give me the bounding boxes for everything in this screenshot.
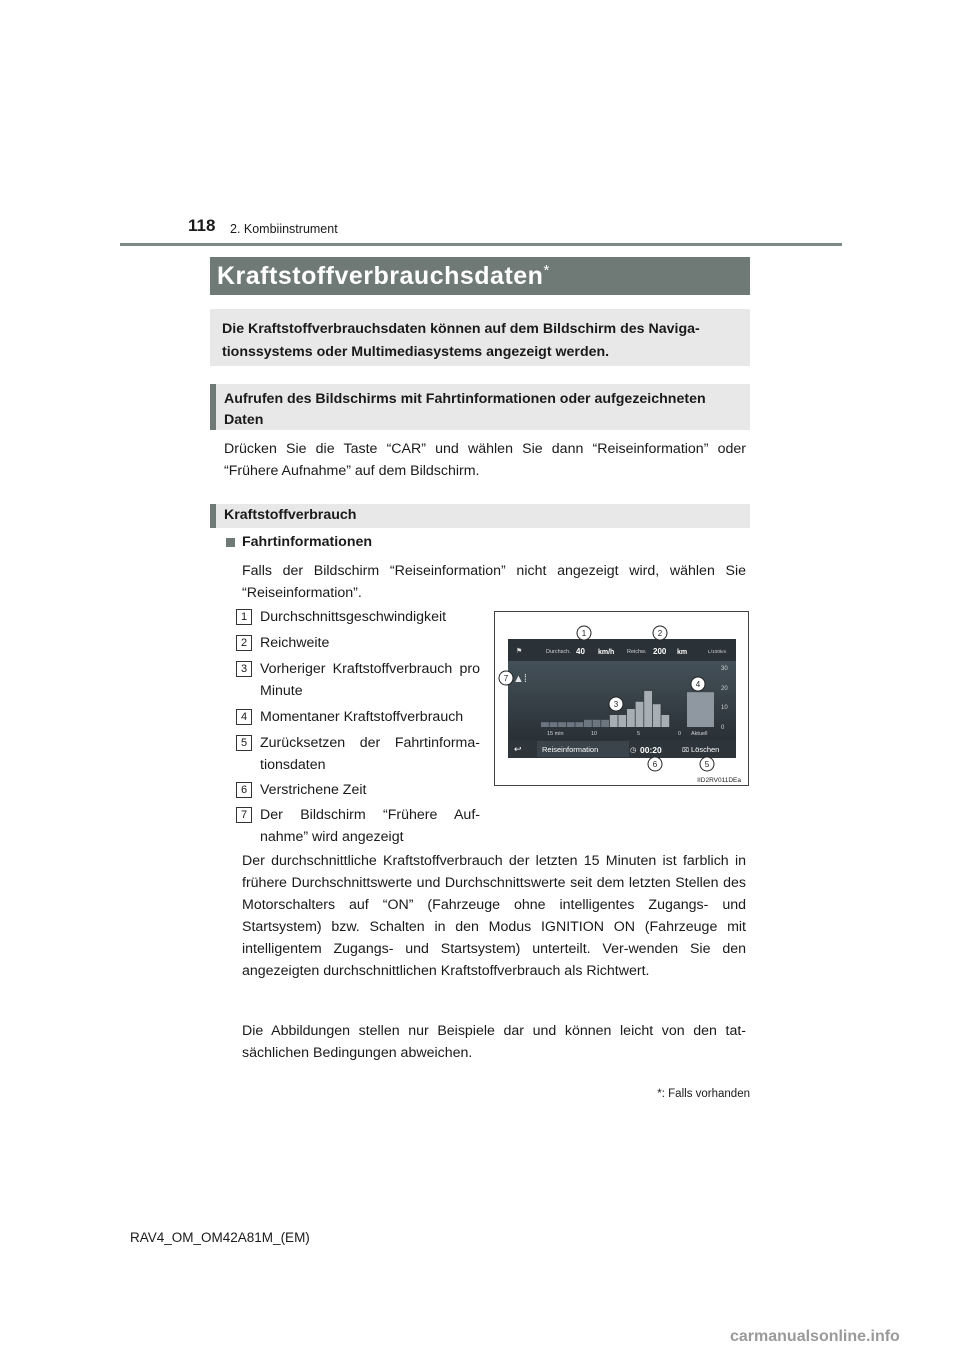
footnote: *: Falls vorhanden: [657, 1088, 750, 1100]
item-number: 1: [236, 609, 252, 625]
callout-number: 2: [657, 629, 663, 638]
consumption-bar: [593, 720, 601, 727]
trip-info-button-label: Reiseinformation: [542, 745, 599, 754]
callout-number: 6: [652, 760, 658, 769]
footer-code: RAV4_OM_OM42A81M_(EM): [130, 1230, 310, 1245]
callout-number: 7: [503, 674, 509, 683]
avg-speed-value: 40: [576, 647, 585, 656]
watermark: carmanualsonline.info: [730, 1328, 900, 1345]
illustration-code: IID2RV011DEa: [697, 777, 741, 784]
callout-number: 3: [613, 700, 619, 709]
item-number: 5: [236, 735, 252, 751]
x-tick: 5: [637, 731, 641, 737]
consumption-bar: [541, 722, 549, 727]
x-tick: 10: [591, 731, 598, 737]
page-number: 118: [188, 216, 216, 235]
x-tick: 15 min: [547, 731, 564, 737]
screen-illustration: [494, 611, 749, 786]
consumption-bar: [558, 722, 566, 727]
consumption-bar: [627, 709, 635, 727]
item-number: 7: [236, 807, 252, 823]
consumption-bar: [575, 722, 583, 727]
header-rule: [120, 243, 842, 246]
consumption-bar: [584, 720, 592, 727]
item-number: 4: [236, 709, 252, 725]
consumption-unit: L/100km: [708, 650, 727, 655]
list-item: Reichweite: [260, 635, 330, 651]
consumption-bar: [644, 691, 652, 727]
list-item: Der Bildschirm “Frühere Auf-nahme” wird angezeigt: [260, 807, 480, 845]
subheading-bullet: [226, 538, 235, 547]
y-tick: 10: [721, 705, 728, 711]
list-item: Momentaner Kraftstoffverbrauch: [260, 709, 464, 725]
consumption-bar: [653, 704, 661, 727]
screen-top-bar: [508, 639, 736, 661]
elapsed-time: 00:20: [640, 745, 662, 755]
y-tick: 30: [721, 666, 728, 672]
consumption-bar: [610, 715, 618, 727]
consumption-bar: [636, 702, 644, 727]
x-tick: 0: [678, 731, 682, 737]
consumption-bar: [618, 715, 626, 727]
subheading: Fahrtinformationen: [242, 534, 373, 550]
list-item: Vorheriger Kraftstoffverbrauch pro Minute: [260, 661, 480, 699]
y-tick: 0: [721, 725, 725, 731]
list-item: Verstrichene Zeit: [260, 782, 367, 798]
section-body: Drücken Sie die Taste “CAR” und wählen Sie dann “Reiseinformation” oder “Frühere Aufnahme” auf dem Bildschirm.: [224, 441, 746, 479]
list-item: Durchschnittsgeschwindigkeit: [260, 609, 447, 625]
section-heading: Aufrufen des Bildschirms mit Fahrtinformationen oder aufgezeichneten Daten: [224, 391, 706, 428]
item-number: 2: [236, 635, 252, 651]
range-unit: km: [677, 649, 688, 656]
flag-icon: ⚑: [516, 648, 523, 655]
callout-number: 4: [695, 680, 701, 689]
page-title-text: Kraftstoffverbrauchsdaten: [217, 262, 544, 290]
back-arrow-icon[interactable]: ↩: [514, 745, 522, 755]
callout-number: 5: [704, 760, 710, 769]
clear-icon: ⌧: [682, 747, 689, 754]
title-footnote-star: *: [543, 262, 550, 279]
clock-icon: ◷: [630, 746, 637, 754]
clear-button-label[interactable]: Löschen: [691, 745, 720, 754]
current-consumption-bar: [687, 692, 714, 727]
range-value: 200: [653, 647, 667, 656]
range-label: Reichw.: [627, 649, 647, 655]
section-body: Falls der Bildschirm “Reiseinformation” nicht angezeigt wird, wählen Sie “Reiseinformation”.: [242, 563, 746, 601]
chapter-title: 2. Kombiinstrument: [230, 222, 338, 236]
page-title: [217, 262, 550, 291]
consumption-bar: [661, 715, 669, 727]
callout-number: 1: [581, 629, 587, 638]
consumption-bar: [601, 720, 609, 727]
avg-speed-label: Durchsch.: [546, 649, 571, 655]
screen-illustration-svg: [495, 612, 748, 785]
consumption-bar: [550, 722, 558, 727]
item-number: 3: [236, 661, 252, 677]
list-item: Zurücksetzen der Fahrtinforma-tionsdaten: [260, 735, 480, 773]
avg-speed-unit: km/h: [598, 649, 615, 656]
item-number: 6: [236, 782, 252, 798]
consumption-bar: [567, 722, 575, 727]
y-tick: 20: [721, 686, 728, 692]
explanation-paragraph: Der durchschnittliche Kraftstoffverbrauch der letzten 15 Minuten ist farblich in frühere Durchschnittswerte und Durchschnittswerte seit dem letzten Stellen des Motorschalters auf “ON” (Fahrzeuge ohne intelligentes Zugangs- und Startsystem) bzw. Schalten in den Modus IGNITION ON (Fahrzeuge mit intelligentem Zugangs- und Startsystem) unterteilt. Ver-wenden Sie den angezeigten durchschnittlichen Kraftstoffverbrauch als Richtwert.: [242, 853, 746, 979]
history-icon: ▲⁞: [513, 673, 527, 685]
current-label: Aktuell: [691, 731, 708, 737]
disclaimer-paragraph: Die Abbildungen stellen nur Beispiele dar und können leicht von den tat-sächlichen Bedingungen abweichen.: [242, 1023, 746, 1061]
section-heading: Kraftstoffverbrauch: [224, 507, 357, 523]
intro-text: Die Kraftstoffverbrauchsdaten können auf dem Bildschirm des Naviga-tionssystems oder Multimediasystems angezeigt werden.: [222, 321, 700, 360]
